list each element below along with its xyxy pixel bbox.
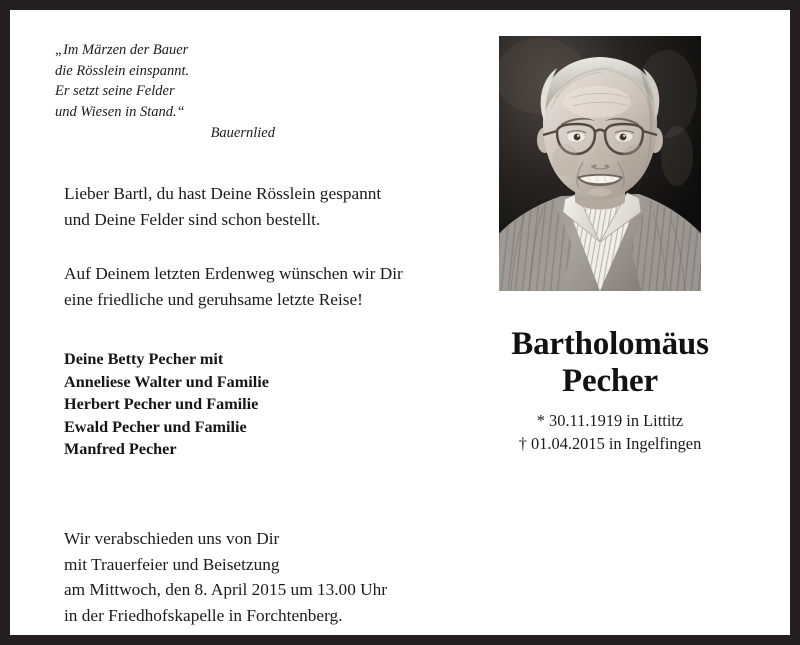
poem-line-2: die Rösslein einspannt. — [55, 62, 190, 79]
deceased-last-name: Pecher — [562, 363, 658, 399]
family-line-5: Manfred Pecher — [64, 440, 177, 459]
message-paragraph-2 — [64, 261, 484, 312]
message-2-line-2: eine friedliche und geruhsame letzte Reise! — [64, 289, 363, 309]
deceased-dates — [470, 409, 750, 455]
poem-line-1: „Im Märzen der Bauer — [55, 42, 189, 58]
deceased-first-name: Bartholomäus — [511, 326, 709, 362]
family-line-2: Anneliese Walter und Familie — [64, 372, 269, 391]
message-2-line-1: Auf Deinem letzten Erdenweg wünschen wir Dir — [64, 264, 403, 283]
message-1-line-1: Lieber Bartl, du hast Deine Rösslein gespannt — [64, 184, 382, 203]
death-date: † 01.04.2015 in Ingelfingen — [518, 434, 702, 453]
deceased-name-block — [470, 326, 750, 455]
notice-canvas — [10, 10, 790, 635]
funeral-line-1: Wir verabschieden uns von Dir — [64, 529, 280, 548]
family-line-4: Ewald Pecher und Familie — [64, 417, 247, 436]
portrait-photo-frame — [499, 36, 701, 291]
family-line-1: Deine Betty Pecher mit — [64, 350, 224, 368]
funeral-details — [64, 526, 484, 628]
message-1-line-2: und Deine Felder sind schon bestellt. — [64, 209, 321, 229]
funeral-line-2: mit Trauerfeier und Beisetzung — [64, 554, 280, 574]
funeral-line-4: in der Friedhofskapelle in Forchtenberg. — [64, 605, 343, 625]
family-signatures — [64, 348, 424, 461]
funeral-line-3: am Mittwoch, den 8. April 2015 um 13.00 Uhr — [64, 580, 388, 599]
family-line-3: Herbert Pecher und Familie — [64, 395, 259, 414]
poem-attribution: Bauernlied — [210, 125, 275, 141]
birth-date: * 30.11.1919 in Littitz — [536, 411, 684, 430]
poem-block — [55, 40, 385, 144]
poem-line-3: Er setzt seine Felder — [55, 83, 175, 99]
poem-line-4: und Wiesen in Stand.“ — [55, 103, 185, 120]
portrait-photo-of-deceased — [499, 36, 701, 291]
message-paragraph-1 — [64, 181, 484, 232]
